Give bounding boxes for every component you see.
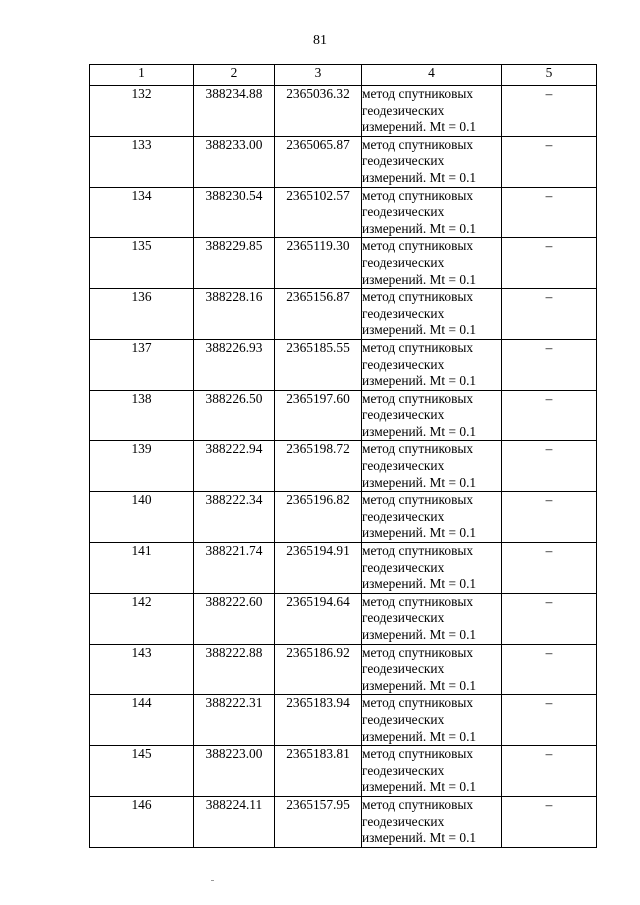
method-line: измерений. Mt = 0.1 (362, 677, 477, 693)
method-cell (362, 390, 502, 441)
note-cell: – (502, 390, 597, 441)
note-cell: – (502, 492, 597, 543)
method-line: геодезических (362, 458, 445, 474)
method-cell (362, 339, 502, 390)
table-row (90, 644, 597, 695)
method-cell (362, 289, 502, 340)
method-line: измерений. Mt = 0.1 (362, 474, 477, 490)
x-coordinate-cell: 388222.94 (194, 441, 275, 492)
method-cell (362, 86, 502, 137)
y-coordinate-cell: 2365157.95 (275, 796, 362, 847)
method-line: измерений. Mt = 0.1 (362, 169, 477, 185)
table-row (90, 746, 597, 797)
point-number-cell: 146 (90, 796, 194, 847)
method-cell (362, 238, 502, 289)
method-line: измерений. Mt = 0.1 (362, 728, 477, 744)
table-row (90, 593, 597, 644)
table-row (90, 796, 597, 847)
x-coordinate-cell: 388222.60 (194, 593, 275, 644)
table-row (90, 390, 597, 441)
note-cell: – (502, 187, 597, 238)
method-line: метод спутниковых (362, 796, 474, 812)
y-coordinate-cell: 2365102.57 (275, 187, 362, 238)
table-row (90, 492, 597, 543)
point-number-cell: 144 (90, 695, 194, 746)
method-cell (362, 593, 502, 644)
x-coordinate-cell: 388226.93 (194, 339, 275, 390)
point-number-cell: 139 (90, 441, 194, 492)
note-cell: – (502, 238, 597, 289)
point-number-cell: 142 (90, 593, 194, 644)
table-row (90, 86, 597, 137)
note-cell: – (502, 136, 597, 187)
x-coordinate-cell: 388223.00 (194, 746, 275, 797)
x-coordinate-cell: 388222.34 (194, 492, 275, 543)
column-header: 4 (362, 65, 502, 86)
method-line: метод спутниковых (362, 543, 474, 559)
y-coordinate-cell: 2365197.60 (275, 390, 362, 441)
note-cell: – (502, 593, 597, 644)
method-cell (362, 746, 502, 797)
x-coordinate-cell: 388229.85 (194, 238, 275, 289)
method-line: измерений. Mt = 0.1 (362, 322, 477, 338)
note-cell: – (502, 86, 597, 137)
point-number-cell: 136 (90, 289, 194, 340)
method-cell (362, 796, 502, 847)
method-line: геодезических (362, 356, 445, 372)
y-coordinate-cell: 2365198.72 (275, 441, 362, 492)
method-line: метод спутниковых (362, 289, 474, 305)
table-row (90, 339, 597, 390)
method-line: геодезических (362, 153, 445, 169)
point-number-cell: 134 (90, 187, 194, 238)
y-coordinate-cell: 2365196.82 (275, 492, 362, 543)
point-number-cell: 138 (90, 390, 194, 441)
method-line: метод спутниковых (362, 746, 474, 762)
y-coordinate-cell: 2365156.87 (275, 289, 362, 340)
point-number-cell: 137 (90, 339, 194, 390)
method-line: измерений. Mt = 0.1 (362, 271, 477, 287)
table-row (90, 695, 597, 746)
y-coordinate-cell: 2365036.32 (275, 86, 362, 137)
method-line: геодезических (362, 661, 445, 677)
table-row (90, 238, 597, 289)
point-number-cell: 141 (90, 543, 194, 594)
method-line: геодезических (362, 711, 445, 727)
y-coordinate-cell: 2365185.55 (275, 339, 362, 390)
y-coordinate-cell: 2365194.64 (275, 593, 362, 644)
method-cell (362, 441, 502, 492)
point-number-cell: 143 (90, 644, 194, 695)
method-line: геодезических (362, 407, 445, 423)
y-coordinate-cell: 2365065.87 (275, 136, 362, 187)
y-coordinate-cell: 2365186.92 (275, 644, 362, 695)
y-coordinate-cell: 2365183.94 (275, 695, 362, 746)
table-row (90, 543, 597, 594)
x-coordinate-cell: 388222.31 (194, 695, 275, 746)
y-coordinate-cell: 2365183.81 (275, 746, 362, 797)
method-line: геодезических (362, 813, 445, 829)
note-cell: – (502, 543, 597, 594)
point-number-cell: 145 (90, 746, 194, 797)
note-cell: – (502, 441, 597, 492)
method-line: геодезических (362, 204, 445, 220)
method-line: измерений. Mt = 0.1 (362, 373, 477, 389)
method-line: геодезических (362, 102, 445, 118)
method-line: метод спутниковых (362, 136, 474, 152)
method-line: геодезических (362, 305, 445, 321)
table-row (90, 136, 597, 187)
method-line: измерений. Mt = 0.1 (362, 576, 477, 592)
table-row (90, 187, 597, 238)
method-line: геодезических (362, 508, 445, 524)
method-line: измерений. Mt = 0.1 (362, 119, 477, 135)
y-coordinate-cell: 2365194.91 (275, 543, 362, 594)
method-line: метод спутниковых (362, 593, 474, 609)
point-number-cell: 133 (90, 136, 194, 187)
method-line: геодезических (362, 559, 445, 575)
method-line: геодезических (362, 762, 445, 778)
method-line: метод спутниковых (362, 695, 474, 711)
method-cell (362, 543, 502, 594)
x-coordinate-cell: 388222.88 (194, 644, 275, 695)
point-number-cell: 132 (90, 86, 194, 137)
method-cell (362, 644, 502, 695)
method-line: геодезических (362, 610, 445, 626)
point-number-cell: 135 (90, 238, 194, 289)
column-header: 5 (502, 65, 597, 86)
table-row (90, 441, 597, 492)
column-header: 3 (275, 65, 362, 86)
method-line: геодезических (362, 254, 445, 270)
method-line: измерений. Mt = 0.1 (362, 779, 477, 795)
table-row (90, 289, 597, 340)
method-line: метод спутниковых (362, 86, 474, 101)
scan-speck (211, 880, 214, 881)
method-line: измерений. Mt = 0.1 (362, 220, 477, 236)
method-line: измерений. Mt = 0.1 (362, 525, 477, 541)
method-line: метод спутниковых (362, 390, 474, 406)
method-line: метод спутниковых (362, 187, 474, 203)
method-line: метод спутниковых (362, 644, 474, 660)
x-coordinate-cell: 388234.88 (194, 86, 275, 137)
method-line: метод спутниковых (362, 441, 474, 457)
x-coordinate-cell: 388233.00 (194, 136, 275, 187)
column-header: 2 (194, 65, 275, 86)
method-line: метод спутниковых (362, 238, 474, 254)
method-line: измерений. Mt = 0.1 (362, 830, 477, 846)
method-cell (362, 136, 502, 187)
point-number-cell: 140 (90, 492, 194, 543)
note-cell: – (502, 339, 597, 390)
method-line: метод спутниковых (362, 339, 474, 355)
method-cell (362, 492, 502, 543)
note-cell: – (502, 289, 597, 340)
table-header-row (90, 65, 597, 86)
x-coordinate-cell: 388221.74 (194, 543, 275, 594)
column-header: 1 (90, 65, 194, 86)
note-cell: – (502, 644, 597, 695)
method-line: метод спутниковых (362, 492, 474, 508)
method-cell (362, 187, 502, 238)
page-number: 81 (313, 33, 327, 48)
method-cell (362, 695, 502, 746)
x-coordinate-cell: 388226.50 (194, 390, 275, 441)
x-coordinate-cell: 388230.54 (194, 187, 275, 238)
method-line: измерений. Mt = 0.1 (362, 423, 477, 439)
note-cell: – (502, 796, 597, 847)
x-coordinate-cell: 388224.11 (194, 796, 275, 847)
method-line: измерений. Mt = 0.1 (362, 627, 477, 642)
x-coordinate-cell: 388228.16 (194, 289, 275, 340)
note-cell: – (502, 746, 597, 797)
note-cell: – (502, 695, 597, 746)
y-coordinate-cell: 2365119.30 (275, 238, 362, 289)
coordinates-table (89, 64, 597, 848)
